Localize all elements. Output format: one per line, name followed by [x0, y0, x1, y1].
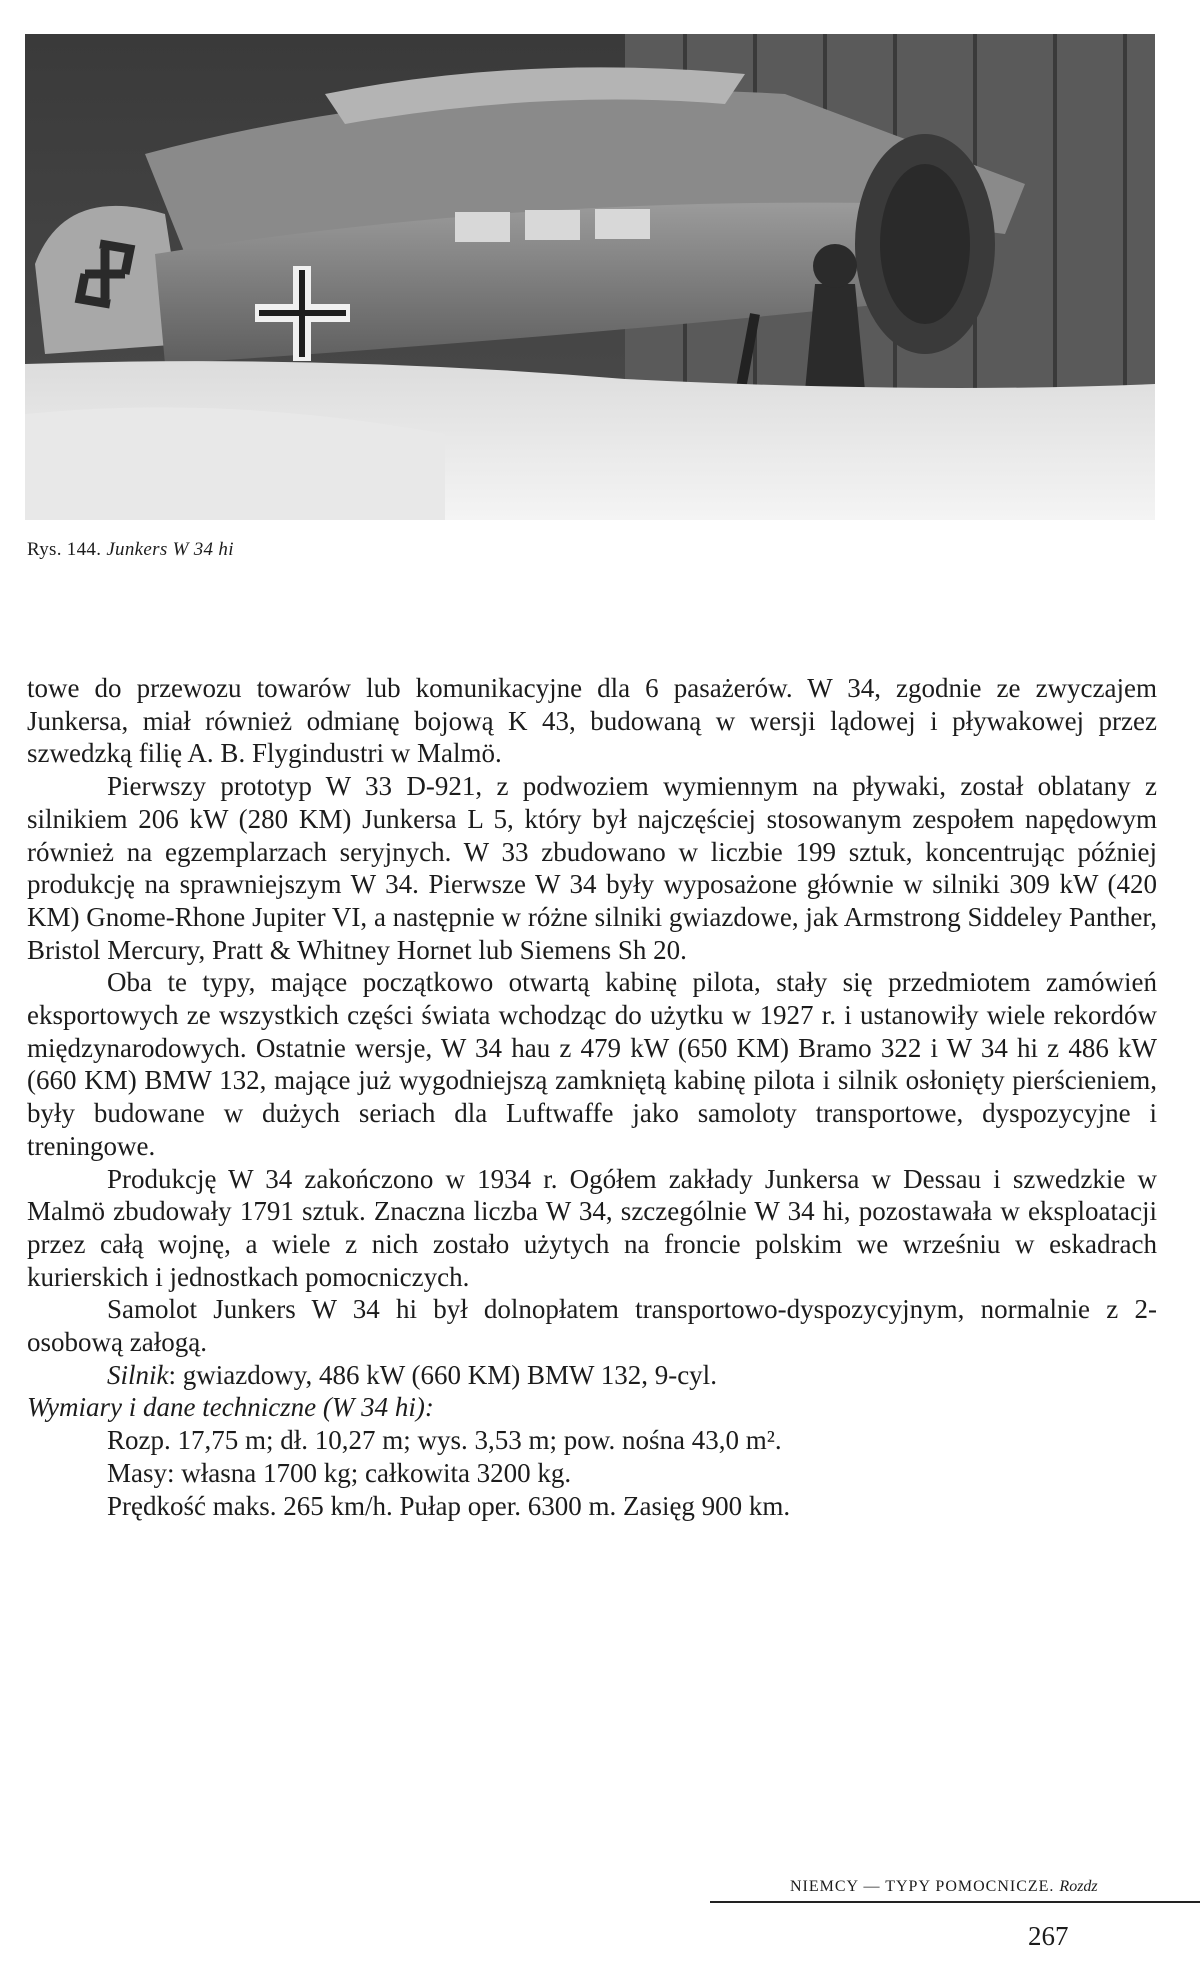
paragraph-prototype: Pierwszy prototyp W 33 D-921, z podwoziem wymiennym na pływaki, został oblatany z silnikiem 206 kW (280 KM) Junkersa L 5, który był najczęściej stosowanym zespołem napędowym również na egzemplarzach seryjnych. W 33 zbudowano w liczbie 199 sztuk, koncentrując później produkcję na sprawniejszym W 34. Pierwsze W 34 były wyposażone głównie w silniki 309 kW (420 KM) Gnome-Rhone Jupiter VI, a następnie w różne silniki gwiazdowe, jak Armstrong Siddeley Panther, Bristol Mercury, Pratt & Whitney Hornet lub Siemens Sh 20.: [27, 771, 1157, 965]
paragraph-description: Samolot Junkers W 34 hi był dolnopłatem transportowo-dyspozycyjnym, normalnie z 2-osobową załogą.: [27, 1294, 1157, 1358]
engine-label: Silnik: [107, 1359, 169, 1390]
engine-value: : gwiazdowy, 486 kW (660 KM) BMW 132, 9-cyl.: [168, 1359, 717, 1390]
page-number: 267: [1028, 1921, 1069, 1951]
article-body: [27, 672, 1157, 1522]
paragraph-production: Produkcję W 34 zakończono w 1934 r. Ogółem zakłady Junkersa w Dessau i szwedzkie w Malmö zbudowały 1791 sztuk. Znaczna liczba W 34, szczególnie W 34 hi, pozostawała w eksploatacji przez całą wojnę, a wiele z nich zostało użytych na froncie polskim we wrześniu w eskadrach kurierskich i jednostkach pomocniczych.: [27, 1163, 1157, 1292]
spec-engine: [27, 1359, 1157, 1392]
aircraft-photo: [25, 34, 1155, 520]
paragraph-continuation: towe do przewozu towarów lub komunikacyjne dla 6 pasażerów. W 34, zgodnie ze zwyczajem Junkersa, miał również odmianę bojową K 43, budowaną w wersji lądowej i pływakowej przez szwedzką filię A. B. Flygindustri w Malmö.: [27, 673, 1157, 769]
running-head-text: NIEMCY — TYPY POMOCNICZE.: [790, 1878, 1055, 1895]
spec-performance: Prędkość maks. 265 km/h. Pułap oper. 6300 m. Zasięg 900 km.: [107, 1490, 791, 1521]
running-head-chapter: Rozdz: [1059, 1878, 1098, 1895]
figure-caption: [27, 539, 234, 561]
footer-rule: [710, 1901, 1200, 1903]
spec-mass: Masy: własna 1700 kg; całkowita 3200 kg.: [107, 1457, 572, 1488]
spec-dimensions: Rozp. 17,75 m; dł. 10,27 m; wys. 3,53 m; pow. nośna 43,0 m².: [107, 1425, 782, 1456]
caption-prefix: Rys. 144.: [27, 539, 102, 560]
caption-title: Junkers W 34 hi: [106, 539, 234, 560]
paragraph-export: Oba te typy, mające początkowo otwartą kabinę pilota, stały się przedmiotem zamówień eksportowych ze wszystkich części świata wchodząc do użytku w 1927 r. i ustanowiły wiele rekordów międzynarodowych. Ostatnie wersje, W 34 hau z 479 kW (650 KM) Bramo 322 i W 34 hi z 486 kW (660 KM) BMW 132, mające już wygodniejszą zamkniętą kabinę pilota i silnik osłonięty pierścieniem, były budowane w dużych seriach dla Luftwaffe jako samoloty transportowe, dyspozycyjne i treningowe.: [27, 967, 1157, 1161]
running-head: [790, 1878, 1098, 1896]
spec-heading: Wymiary i dane techniczne (W 34 hi):: [27, 1392, 434, 1423]
